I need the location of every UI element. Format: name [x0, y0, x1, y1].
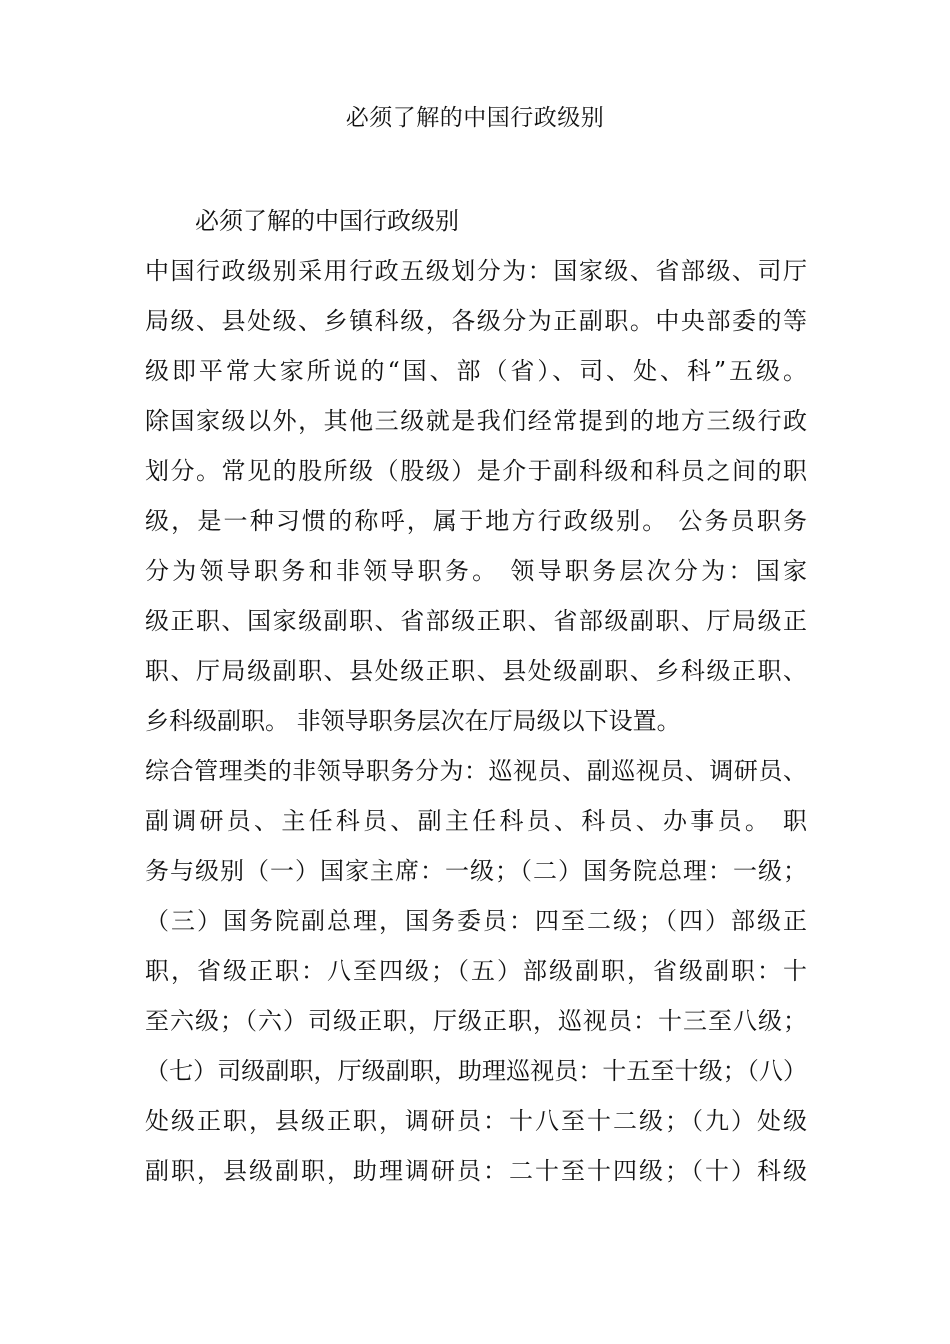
text-line: 分为领导职务和非领导职务。 领导职务层次分为：国家	[145, 557, 807, 585]
text-line: 综合管理类的非领导职务分为：巡视员、副巡视员、调研员、	[145, 757, 807, 785]
text-line: 中国行政级别采用行政五级划分为：国家级、省部级、司厅	[145, 257, 807, 285]
text-line: 副调研员、主任科员、副主任科员、科员、办事员。 职	[145, 807, 807, 835]
document-title: 必须了解的中国行政级别	[345, 105, 605, 131]
text-line: 副职，县级副职，助理调研员：二十至十四级；（十）科级	[145, 1157, 807, 1185]
document-body	[145, 196, 807, 1196]
text-line: （七）司级副职，厅级副职，助理巡视员：十五至十级；（八）	[145, 1057, 807, 1085]
text-line: 至六级；（六）司级正职，厅级正职，巡视员：十三至八级；	[145, 1007, 807, 1035]
text-line: 划分。常见的股所级（股级）是介于副科级和科员之间的职	[145, 457, 807, 485]
text-line: 务与级别（一）国家主席：一级；（二）国务院总理：一级；	[145, 857, 807, 885]
text-line: 职，省级正职：八至四级；（五）部级副职，省级副职：十	[145, 957, 807, 985]
text-line: 级即平常大家所说的“国、部（省）、司、处、科”五级。	[145, 357, 807, 385]
text-line: 局级、县处级、乡镇科级，各级分为正副职。中央部委的等	[145, 307, 807, 335]
paragraph-heading: 必须了解的中国行政级别	[195, 207, 459, 235]
text-line: 处级正职，县级正职，调研员：十八至十二级；（九）处级	[145, 1107, 807, 1135]
text-line: 职、厅局级副职、县处级正职、县处级副职、乡科级正职、	[145, 657, 807, 685]
text-line: 乡科级副职。 非领导职务层次在厅局级以下设置。	[145, 707, 681, 735]
text-line: 除国家级以外，其他三级就是我们经常提到的地方三级行政	[145, 407, 807, 435]
text-line: 级正职、国家级副职、省部级正职、省部级副职、厅局级正	[145, 607, 807, 635]
text-line: 级，是一种习惯的称呼，属于地方行政级别。 公务员职务	[145, 507, 807, 535]
text-line: （三）国务院副总理，国务委员：四至二级；（四）部级正	[145, 907, 807, 935]
